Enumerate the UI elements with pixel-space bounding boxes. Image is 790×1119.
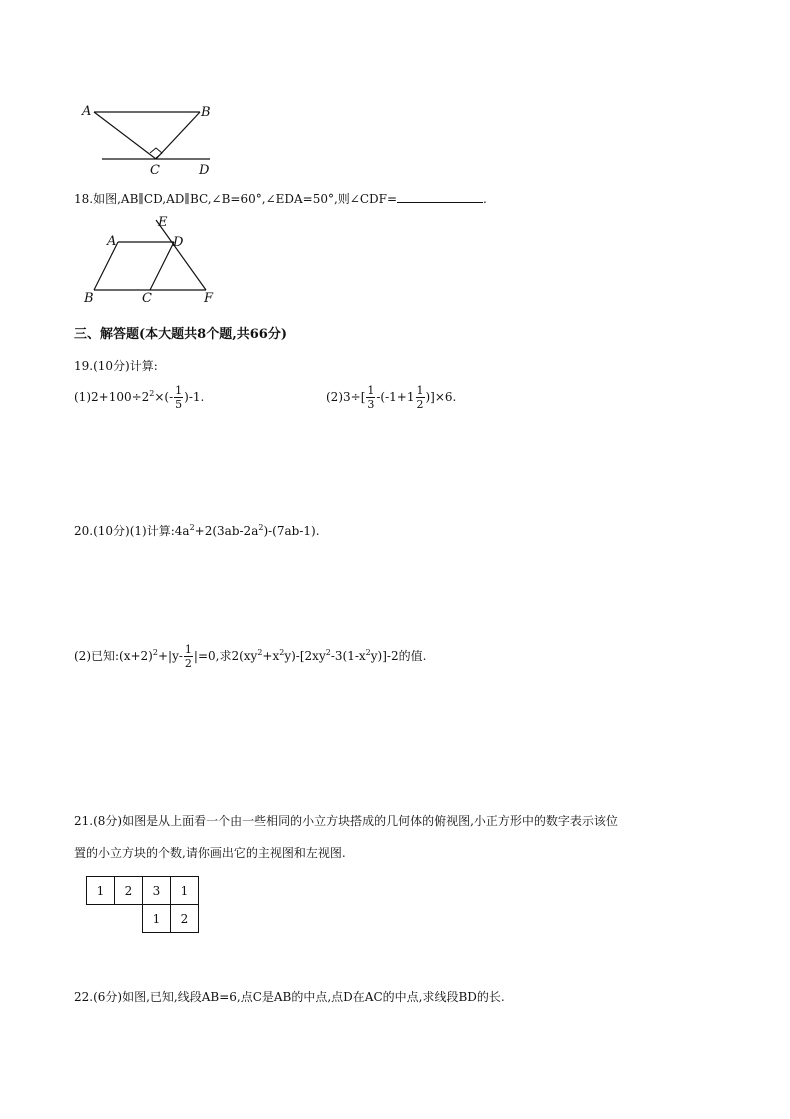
- triangle-figure: [70, 95, 230, 180]
- grid-empty: [115, 905, 143, 933]
- expr-text: )-1.: [184, 390, 205, 404]
- fraction: $\frac{1}{3}$: [367, 384, 375, 411]
- grid-cell: 3: [143, 877, 171, 905]
- exponent: 2: [258, 523, 264, 532]
- question-18: [74, 190, 487, 207]
- question-20-part-1: [74, 522, 320, 539]
- grid-cell: 2: [171, 905, 199, 933]
- parallelogram-figure: [78, 212, 228, 307]
- label-b: B: [201, 105, 211, 120]
- fraction: $\frac{1}{2}$: [416, 384, 424, 411]
- expr-text: +x: [262, 649, 280, 663]
- label-a: A: [82, 104, 92, 119]
- grid-row: [87, 905, 199, 933]
- grid-cell: 1: [87, 877, 115, 905]
- label-c: C: [142, 291, 152, 306]
- question-19-part-1: [74, 384, 204, 411]
- exponent: 2: [189, 523, 195, 532]
- label-b: B: [84, 291, 94, 306]
- exponent: 2: [365, 648, 371, 657]
- grid-cell: 1: [171, 877, 199, 905]
- label-c: C: [150, 163, 160, 178]
- segment-bc: [156, 112, 200, 159]
- question-22: 22.(6分)如图,已知,线段AB=6,点C是AB的中点,点D在AC的中点,求线段BD的长.: [74, 990, 505, 1004]
- expr-text: +2(3ab-2a: [194, 524, 259, 538]
- expr-text: +|y-: [157, 649, 183, 663]
- section-title: 三、解答题(本大题共8个题,共66分): [74, 327, 287, 342]
- question-21-line-1: 21.(8分)如图是从上面看一个由一些相同的小立方块搭成的几何体的俯视图,小正方形中的数字表示该位: [74, 814, 618, 828]
- segment-ac: [94, 112, 156, 159]
- label-f: F: [204, 291, 214, 306]
- expr-text: 20.(10分)(1)计算:4a: [74, 524, 190, 538]
- expr-text: y)-[2xy: [284, 649, 326, 663]
- question-18-text: 18.如图,AB∥CD,AD∥BC,∠B=60°,∠EDA=50°,则∠CDF=: [74, 192, 398, 206]
- label-a: A: [107, 234, 117, 249]
- exponent: 2: [152, 648, 158, 657]
- expr-text: (2)已知:(x+2): [74, 649, 153, 663]
- line-ef: [156, 220, 206, 290]
- fraction: $\frac{1}{5}$: [175, 384, 183, 411]
- expr-text: )]×6.: [425, 390, 457, 404]
- label-d: D: [199, 163, 210, 178]
- exponent: 2: [279, 648, 285, 657]
- grid-cell: 1: [143, 905, 171, 933]
- expr-text: y)]-2的值.: [370, 649, 427, 663]
- exponent: 2: [149, 389, 155, 398]
- exponent: 2: [257, 648, 263, 657]
- segment-ab: [94, 242, 118, 290]
- expr-text: |=0,求2(xy: [193, 649, 258, 663]
- segment-dc: [150, 242, 174, 290]
- expr-text: ×(-: [154, 390, 174, 404]
- exponent: 2: [325, 648, 331, 657]
- grid-row: [87, 877, 199, 905]
- grid-empty: [87, 905, 115, 933]
- expr-text: -3(1-x: [330, 649, 366, 663]
- question-18-end: .: [483, 192, 487, 206]
- label-d: D: [173, 235, 184, 250]
- answer-blank: [397, 191, 483, 203]
- top-view-grid: [86, 876, 199, 933]
- expr-text: )-(7ab-1).: [263, 524, 320, 538]
- question-19-part-2: [326, 384, 456, 411]
- expr-text: (2)3÷[: [326, 390, 366, 404]
- label-e: E: [158, 215, 168, 230]
- question-20-part-2: [74, 643, 426, 670]
- expr-text: (1)2+100÷2: [74, 390, 150, 404]
- grid-cell: 2: [115, 877, 143, 905]
- question-21-line-2: 置的小立方块的个数,请你画出它的主视图和左视图.: [74, 846, 346, 860]
- expr-text: -(-1+1: [376, 390, 415, 404]
- question-19-head: 19.(10分)计算:: [74, 359, 158, 373]
- fraction: $\frac{1}{2}$: [184, 643, 192, 670]
